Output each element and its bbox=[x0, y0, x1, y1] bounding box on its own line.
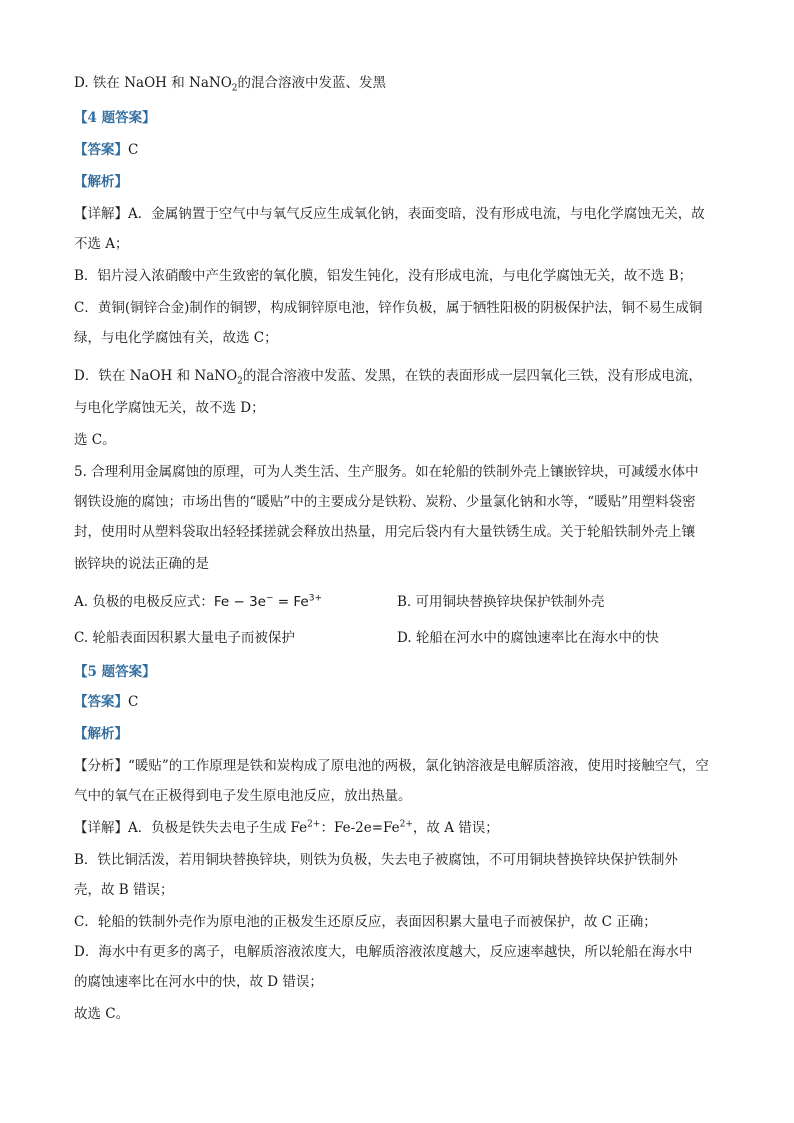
q5-option-a bbox=[74, 592, 394, 612]
q5-option-b: B. 可用铜块替换锌块保护铁制外壳 bbox=[397, 594, 605, 610]
text: “暖贴”的工作原理是铁和炭构成了原电池的两极，氯化钠溶液是电解质溶液，使用时接触空气，空 bbox=[128, 758, 709, 774]
superscript: − bbox=[265, 593, 274, 604]
text: ：Fe-2e=Fe bbox=[320, 820, 400, 836]
answer-label: 【答案】 bbox=[74, 142, 128, 158]
option-label: A. 负极的电极反应式： bbox=[74, 594, 214, 610]
q5-detail-line: 壳，故 B 错误； bbox=[74, 882, 174, 898]
eq-text: = Fe bbox=[273, 594, 309, 610]
equation bbox=[214, 594, 322, 610]
q4-option-d bbox=[74, 73, 724, 93]
subscript: 2 bbox=[231, 83, 238, 94]
q5-detail-line: C．轮船的铁制外壳作为原电池的正极发生还原反应，表面因积累大量电子而被保护，故 C 正确； bbox=[74, 914, 657, 930]
q5-analysis-line: 气中的氧气在正极得到电子发生原电池反应，放出热量。 bbox=[74, 788, 412, 804]
q5-detail-line: D．海水中有更多的离子，电解质溶液浓度大，电解质溶液浓度越大，反应速率越快，所以轮船在海水中 bbox=[74, 944, 693, 960]
q4-answer-heading: 【4 题答案】 bbox=[74, 110, 156, 126]
q5-analysis-heading: 【解析】 bbox=[74, 726, 128, 742]
formula: NaNO bbox=[189, 75, 232, 91]
q4-detail-line bbox=[74, 204, 724, 224]
analysis-label: 【分析】 bbox=[74, 758, 128, 774]
q5-detail-line: B．铁比铜活泼，若用铜块替换锌块，则铁为负极，失去电子被腐蚀，不可用铜块替换锌块保护铁制外 bbox=[74, 852, 678, 868]
answer-value: C bbox=[128, 694, 139, 710]
superscript: 3+ bbox=[308, 593, 323, 604]
text: 的混合溶液中发蓝、发黑 bbox=[237, 75, 386, 91]
q4-detail-line: 绿，与电化学腐蚀有关，故选 C； bbox=[74, 330, 278, 346]
subscript: 2 bbox=[237, 376, 243, 387]
q5-stem-line: 钢铁设施的腐蚀；市场出售的“暖贴”中的主要成分是铁粉、炭粉、少量氯化钠和水等，“暖贴”用塑料袋密 bbox=[74, 494, 696, 510]
q5-option-d: D. 轮船在河水中的腐蚀速率比在海水中的快 bbox=[397, 630, 659, 646]
q5-analysis-line bbox=[74, 756, 724, 776]
q4-detail-line: 不选 A； bbox=[74, 236, 129, 252]
eq-text: Fe − 3e bbox=[213, 594, 266, 610]
q5-detail-line bbox=[74, 818, 724, 838]
q5-option-c: C. 轮船表面因积累大量电子而被保护 bbox=[74, 630, 295, 646]
superscript: 2+ bbox=[307, 819, 321, 830]
q4-detail-line: B．铝片浸入浓硝酸中产生致密的氧化膜，铝发生钝化，没有形成电流，与电化学腐蚀无关，故不选 B； bbox=[74, 268, 693, 284]
text: D. 铁在 NaOH 和 bbox=[74, 75, 190, 91]
q5-detail-line: 故选 C。 bbox=[74, 1006, 130, 1022]
q4-detail-line: 选 C。 bbox=[74, 432, 116, 448]
q4-detail-line: 与电化学腐蚀无关，故不选 D； bbox=[74, 400, 265, 416]
text: 的混合溶液中发蓝、发黑，在铁的表面形成一层四氧化三铁，没有形成电流， bbox=[242, 368, 702, 384]
detail-label: 【详解】 bbox=[74, 206, 128, 222]
formula: NaNO bbox=[194, 368, 238, 384]
q5-stem-line: 封，使用时从塑料袋取出轻轻揉搓就会释放出热量，用完后袋内有大量铁锈生成。关于轮船铁制外壳上镶 bbox=[74, 524, 695, 540]
text: A．负极是铁失去电子生成 Fe bbox=[128, 820, 308, 836]
q5-answer-heading: 【5 题答案】 bbox=[74, 664, 156, 680]
q4-detail-line bbox=[74, 366, 724, 386]
superscript: 2+ bbox=[399, 819, 413, 830]
q5-detail-line: 的腐蚀速率比在河水中的快，故 D 错误； bbox=[74, 974, 323, 990]
q4-analysis-heading: 【解析】 bbox=[74, 174, 128, 190]
q5-stem-line: 嵌锌块的说法正确的是 bbox=[74, 556, 209, 572]
q5-stem-line: 5. 合理利用金属腐蚀的原理，可为人类生活、生产服务。如在轮船的铁制外壳上镶嵌锌块，可减缓水体中 bbox=[74, 464, 699, 480]
answer-label: 【答案】 bbox=[74, 694, 128, 710]
text: A．金属钠置于空气中与氧气反应生成氧化钠，表面变暗，没有形成电流，与电化学腐蚀无关，故 bbox=[128, 206, 705, 222]
q4-answer bbox=[74, 140, 724, 160]
answer-value: C bbox=[128, 142, 139, 158]
q5-answer bbox=[74, 692, 724, 712]
text: ，故 A 错误； bbox=[412, 820, 499, 836]
text: D．铁在 NaOH 和 bbox=[74, 368, 195, 384]
q4-detail-line: C．黄铜(铜锌合金)制作的铜锣，构成铜锌原电池，锌作负极，属于牺牲阳极的阴极保护法，铜不易生成铜 bbox=[74, 300, 703, 316]
detail-label: 【详解】 bbox=[74, 820, 128, 836]
